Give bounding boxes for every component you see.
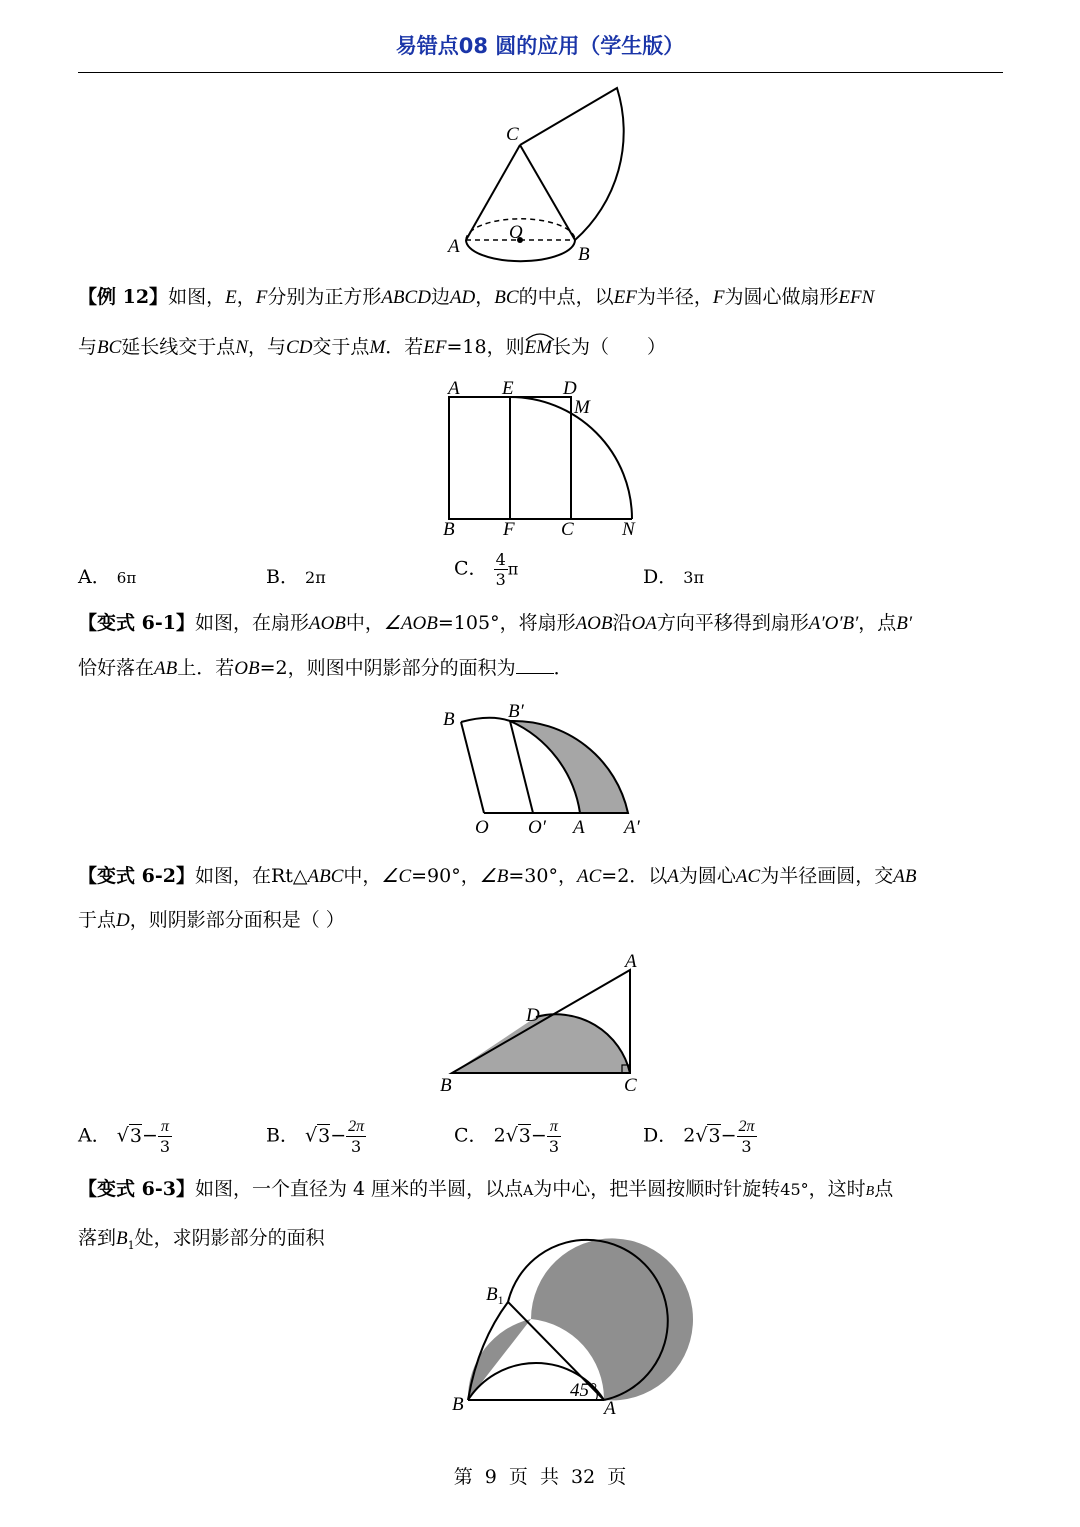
- fraction-numerator: π: [158, 1117, 172, 1137]
- answer-blank[interactable]: [516, 673, 554, 674]
- tr-label-a-prime: A′: [624, 817, 640, 838]
- minus-sign: −: [330, 1124, 347, 1147]
- rot-label-b: B: [452, 1394, 464, 1415]
- example12-line2: [78, 334, 1003, 361]
- math-var: 45°: [780, 1180, 809, 1199]
- example12-tag: 【例 12】: [78, 286, 169, 308]
- variant61-tag: 【变式 6-1】: [78, 612, 195, 634]
- text-part: 如图，一个直径为 4 厘米的半圆，以点: [194, 1178, 524, 1200]
- variant62-line1: [78, 863, 1003, 890]
- header-rule: [78, 72, 1003, 73]
- fraction-numerator: 4: [495, 550, 506, 569]
- option-letter: B．: [266, 566, 299, 588]
- example12-option-d: [643, 562, 704, 589]
- text-part: ，: [475, 286, 495, 308]
- option-fraction: [547, 1117, 561, 1156]
- math-var: ∠AOB: [383, 613, 438, 634]
- text-part: 如图，在扇形: [194, 612, 309, 634]
- rot-label-angle: 45°: [570, 1380, 597, 1401]
- tri-label-a: A: [625, 951, 637, 972]
- math-var: B: [116, 1228, 128, 1249]
- text-part: 交于点: [312, 336, 370, 358]
- sector-translation-figure: [435, 695, 655, 845]
- minus-sign: −: [720, 1124, 737, 1147]
- text-part: 中，: [343, 865, 382, 887]
- example12-option-b: [266, 562, 326, 589]
- math-var: OB: [234, 658, 260, 679]
- math-var: EFN: [838, 287, 875, 308]
- sq-label-f: F: [503, 519, 515, 540]
- fraction-numerator: 2π: [348, 1118, 365, 1135]
- text-part: =105°，将扇形: [437, 612, 576, 634]
- variant62-option-d: [643, 1117, 757, 1156]
- option-letter: C．: [454, 1124, 488, 1147]
- sqrt-radicand: 3: [129, 1124, 142, 1147]
- sq-label-n: N: [622, 519, 635, 540]
- cone-label-b: B: [578, 244, 590, 265]
- math-var: ABCD: [381, 287, 431, 308]
- text-part: 长为（ ）: [552, 336, 667, 358]
- text-part: ．: [553, 657, 573, 679]
- option-value: π: [507, 559, 519, 579]
- example12-option-a: [78, 562, 136, 589]
- variant62-tag: 【变式 6-2】: [78, 865, 195, 887]
- math-var: BC: [494, 287, 519, 308]
- math-var: EF: [613, 287, 637, 308]
- variant61-line2: [78, 655, 1003, 682]
- cone-sector-arc: [520, 88, 624, 240]
- text-part: 上．若: [177, 657, 235, 679]
- option-letter: A．: [78, 566, 111, 588]
- minus-sign: −: [141, 1124, 158, 1147]
- text-part: =30°，: [508, 865, 577, 887]
- sqrt-symbol: √: [305, 1124, 318, 1147]
- math-var: A′O′B′: [808, 613, 859, 634]
- math-var: AOB: [308, 613, 346, 634]
- radius-ob: [461, 722, 484, 813]
- math-var: A: [523, 1183, 534, 1199]
- variant62-option-b: [266, 1117, 366, 1156]
- triangle-figure: [432, 945, 652, 1105]
- math-var: AB: [893, 866, 917, 887]
- tr-label-o-prime: O′: [528, 817, 546, 838]
- math-var: ∠B: [479, 866, 509, 887]
- option-value: 2π: [305, 568, 326, 587]
- tr-label-b-prime: B′: [508, 701, 524, 722]
- fraction-denominator: 3: [548, 1137, 559, 1156]
- option-value: 6π: [116, 569, 137, 587]
- math-var: EF: [423, 337, 447, 358]
- cone-base-front: [466, 240, 575, 261]
- page-number: 第 9 页 共 32 页: [453, 1466, 627, 1488]
- shaded-region: [452, 1014, 630, 1073]
- sqrt-symbol: √: [116, 1124, 129, 1147]
- minus-sign: −: [530, 1124, 547, 1147]
- option-letter: C．: [454, 557, 488, 580]
- math-var: ∠C: [381, 866, 412, 887]
- square-figure: [440, 375, 650, 545]
- text-part: ，与: [248, 336, 287, 358]
- sq-label-e: E: [502, 378, 514, 399]
- math-var: AOB: [575, 613, 613, 634]
- text-part: ，: [236, 286, 256, 308]
- variant61-line1: [78, 610, 1003, 637]
- option-letter: D．: [643, 1124, 678, 1147]
- text-part: 分别为正方形: [267, 286, 382, 308]
- math-var: A: [667, 866, 679, 887]
- text-part: 点: [874, 1178, 894, 1200]
- option-letter: A．: [78, 1124, 111, 1147]
- variant62-option-c: [454, 1117, 561, 1156]
- text-part: 为半径画圆，交: [760, 865, 894, 887]
- arc-em-notation: [525, 337, 552, 358]
- cone-label-a: A: [448, 236, 460, 257]
- text-part: 中，: [345, 612, 384, 634]
- math-var: AB: [154, 658, 178, 679]
- math-var: F: [255, 287, 268, 308]
- sqrt-radicand: 3: [708, 1124, 721, 1147]
- math-var: E: [225, 287, 237, 308]
- math-var: N: [235, 337, 248, 358]
- math-var: AC: [577, 866, 602, 887]
- text-part: 边: [430, 286, 450, 308]
- option-value: 3π: [683, 568, 704, 587]
- option-letter: B．: [266, 1124, 299, 1147]
- cone-label-o: O: [509, 222, 523, 243]
- text-part: ．若: [385, 336, 424, 358]
- option-letter: D．: [643, 566, 678, 588]
- rot-label-b1: $B_1$: [486, 1284, 504, 1307]
- math-var: B: [865, 1184, 875, 1199]
- fraction-numerator: π: [547, 1117, 561, 1137]
- sq-label-m: M: [574, 397, 590, 418]
- sqrt-radicand: 3: [318, 1124, 331, 1147]
- text-part: 处，求阴影部分的面积: [134, 1227, 325, 1249]
- math-var: F: [712, 287, 725, 308]
- text-part: 的中点，以: [518, 286, 614, 308]
- variant62-option-a: [78, 1117, 172, 1156]
- text-part: =90°，: [411, 865, 480, 887]
- text-part: 为圆心: [678, 865, 736, 887]
- math-var: D: [116, 910, 130, 931]
- option-fraction: [346, 1117, 366, 1156]
- text-part: =2．以: [601, 865, 668, 887]
- fraction-denominator: 3: [741, 1137, 752, 1156]
- variant62-line2: [78, 907, 1003, 934]
- math-var: AD: [449, 287, 476, 308]
- variant63-tag: 【变式 6-3】: [78, 1178, 195, 1200]
- fraction-denominator: 3: [159, 1137, 171, 1156]
- tri-label-c: C: [624, 1075, 637, 1096]
- text-part: 如图，在Rt△: [194, 865, 308, 887]
- tri-label-d: D: [526, 1005, 540, 1026]
- text-part: 如图，: [168, 286, 226, 308]
- example12-line1: [78, 284, 1003, 311]
- sq-label-a: A: [448, 378, 460, 399]
- header-title: 易错点08 圆的应用（学生版）: [395, 34, 685, 58]
- text-part: 于点: [78, 909, 117, 931]
- text-part: 恰好落在: [78, 657, 155, 679]
- math-var: AC: [735, 866, 761, 887]
- tr-label-o: O: [475, 817, 489, 838]
- sector-aob-arc: [461, 718, 510, 722]
- option-fraction: [494, 550, 508, 589]
- rotated-semicircle-figure: [440, 1270, 650, 1420]
- text-part: ，这时: [808, 1178, 866, 1200]
- math-var: M: [369, 337, 386, 358]
- text-part: 方向平移得到扇形: [656, 612, 809, 634]
- text-part: ，则阴影部分面积是（ ）: [129, 909, 345, 931]
- subscript: 1: [127, 1238, 135, 1252]
- fraction-numerator: 2π: [738, 1118, 755, 1135]
- cone-label-c: C: [506, 124, 519, 145]
- option-fraction: [158, 1117, 172, 1156]
- text-part: 为中心，把半圆按顺时针旋转: [533, 1178, 781, 1200]
- sq-label-c: C: [561, 519, 574, 540]
- radius-o-prime-b-prime: [510, 721, 533, 813]
- text-part: 为圆心做扇形: [724, 286, 839, 308]
- math-var: OA: [631, 613, 657, 634]
- tr-label-b: B: [443, 709, 455, 730]
- text-part: 为半径，: [636, 286, 713, 308]
- tr-label-a: A: [573, 817, 585, 838]
- sqrt-symbol: √: [695, 1124, 708, 1147]
- text-part: 延长线交于点: [121, 336, 236, 358]
- text-part: =2，则图中阴影部分的面积为: [259, 657, 516, 679]
- fraction-denominator: 3: [351, 1137, 362, 1156]
- shaded-region: [510, 721, 628, 813]
- example12-option-c: [454, 550, 518, 589]
- text-part: 沿: [612, 612, 632, 634]
- math-var: EM: [524, 337, 553, 358]
- text-part: 与: [78, 336, 98, 358]
- math-var: ABC: [307, 866, 344, 887]
- coefficient: 2: [683, 1124, 696, 1147]
- math-var: B′: [896, 613, 913, 634]
- sq-label-d: D: [563, 378, 577, 399]
- option-fraction: [737, 1117, 757, 1156]
- rot-label-a: A: [604, 1398, 616, 1419]
- cone-figure: [440, 80, 660, 270]
- math-var: BC: [97, 337, 122, 358]
- text-part: =18，则: [446, 336, 525, 358]
- text-part: ，点: [858, 612, 897, 634]
- math-var: CD: [286, 337, 313, 358]
- sqrt-radicand: 3: [518, 1124, 531, 1147]
- text-part: 落到: [78, 1227, 117, 1249]
- fraction-denominator: 3: [495, 570, 506, 589]
- tri-label-b: B: [440, 1075, 452, 1096]
- variant63-line1: [78, 1176, 1003, 1205]
- sqrt-symbol: √: [505, 1124, 518, 1147]
- cone-slant-right: [520, 145, 575, 240]
- sq-label-b: B: [443, 519, 455, 540]
- coefficient: 2: [493, 1124, 506, 1147]
